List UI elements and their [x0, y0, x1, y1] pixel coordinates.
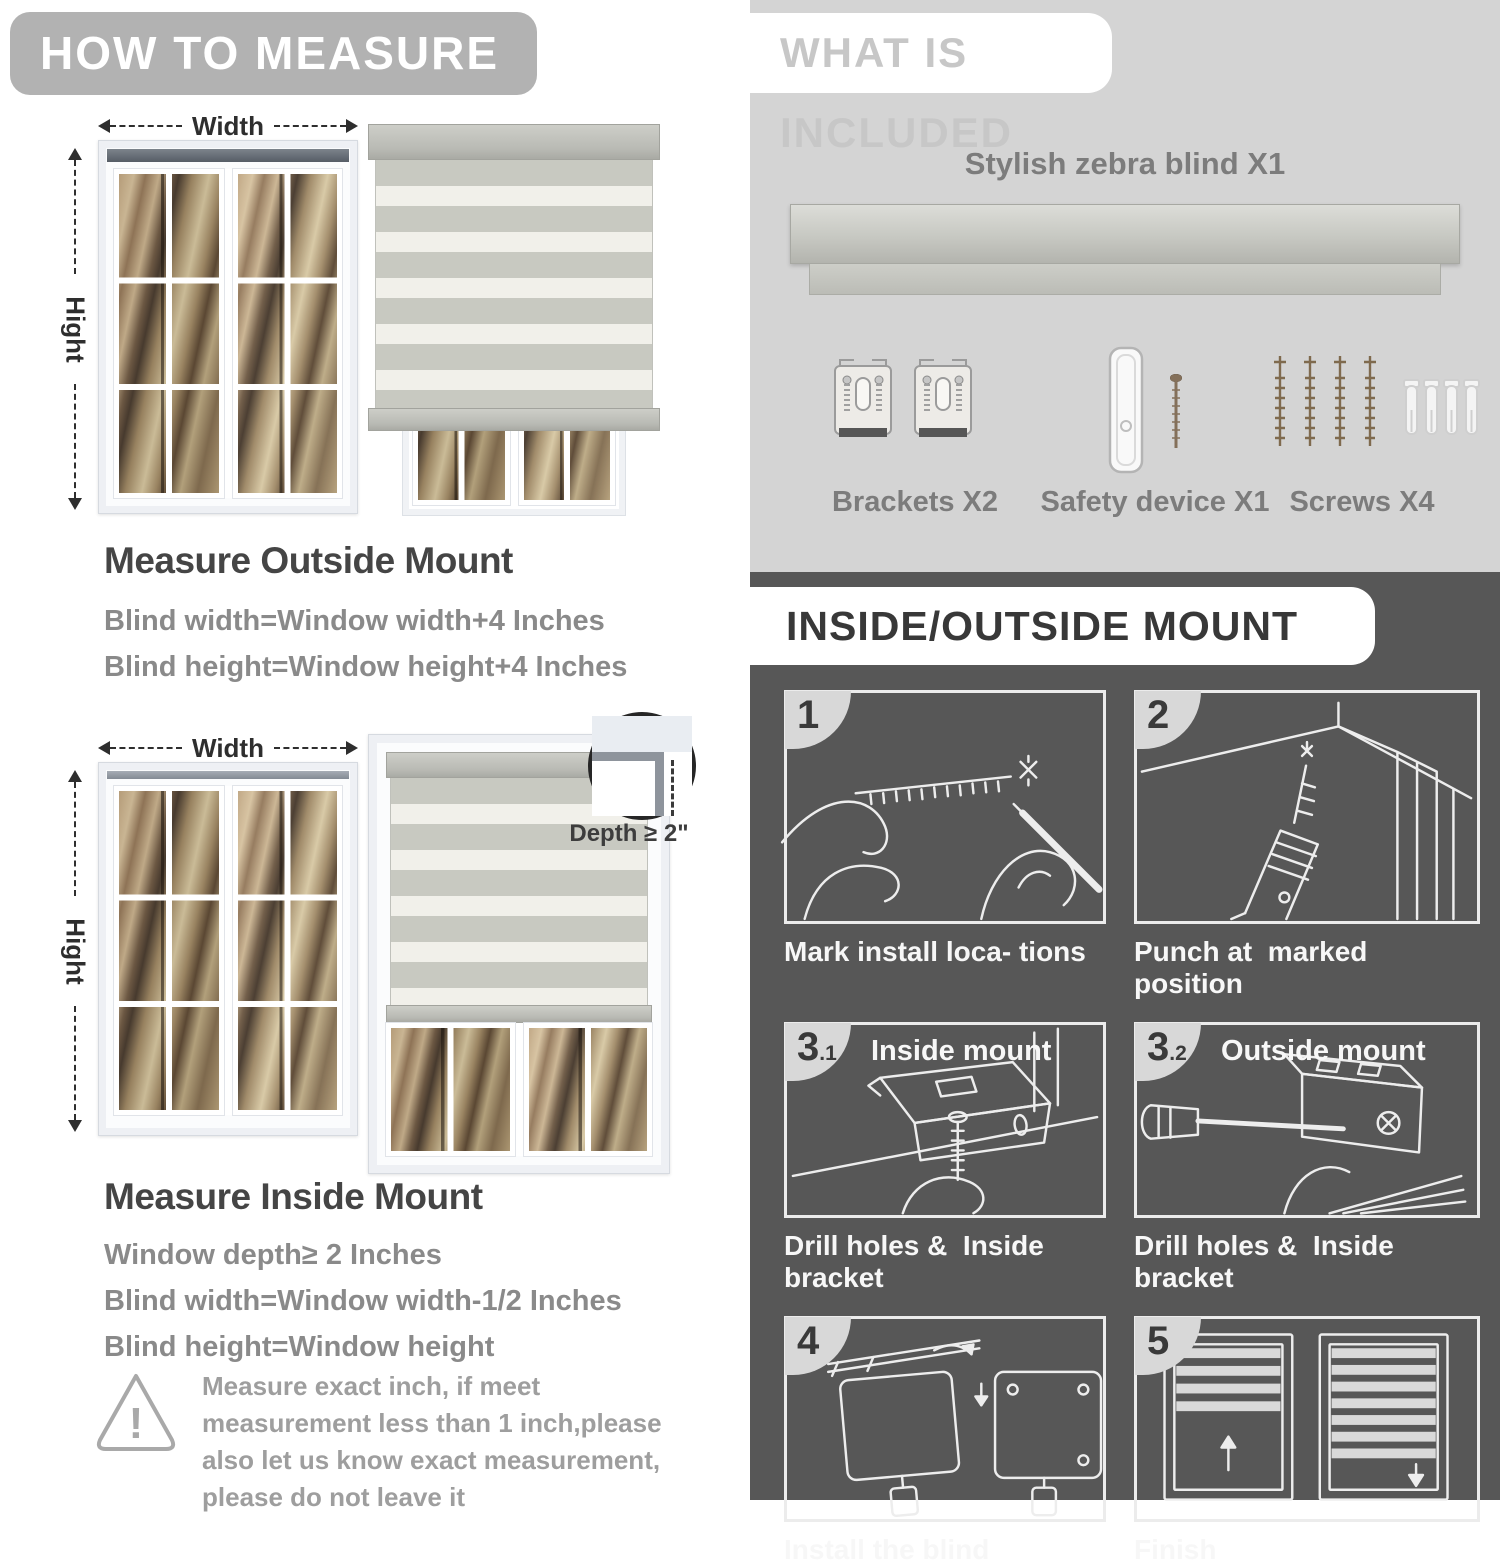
- window-measure-outside: [58, 110, 358, 514]
- warning-text: Measure exact inch, if meet measurement less than 1 inch,please also let us know exact measurement, please do not leave it: [202, 1371, 662, 1512]
- step-panel-1: [784, 690, 1106, 1000]
- depth-label: Depth ≥ 2": [569, 820, 689, 847]
- warning-triangle-icon: [92, 1368, 180, 1458]
- step-number-badge: 3.1: [785, 1023, 851, 1081]
- width-label: Width: [192, 732, 264, 763]
- step-panel-5: [1134, 1316, 1480, 1566]
- step-number-badge: 2: [1135, 691, 1201, 749]
- safety-device-icon: [1102, 344, 1212, 484]
- what-is-included-panel: [750, 0, 1500, 572]
- width-label: Width: [192, 110, 264, 141]
- how-to-measure-panel: [0, 0, 750, 1512]
- window-illustration: [98, 762, 358, 1136]
- depth-magnifier-icon: [588, 712, 696, 820]
- height-arrow: [60, 148, 91, 510]
- outside-mount-title: Measure Outside Mount: [104, 540, 513, 581]
- inside-mount-title: Measure Inside Mount: [104, 1176, 483, 1217]
- arrow-left-icon: [98, 119, 110, 133]
- step-number-badge: 3.2: [1135, 1023, 1201, 1081]
- window-measure-inside: [58, 732, 358, 1136]
- step-number-badge: 4: [785, 1317, 851, 1375]
- step-panel-3-2: 3.2 Outside mount Drill holes & Inside bracket: [1134, 1022, 1480, 1294]
- arrow-left-icon: [98, 741, 110, 755]
- arrow-up-icon: [68, 770, 82, 782]
- height-label: Hight: [60, 295, 91, 363]
- outside-rule-height: Blind height=Window height+4 Inches: [104, 651, 628, 683]
- step-number-badge: 1: [785, 691, 851, 749]
- step-caption: Punch at marked position: [1134, 936, 1376, 999]
- headrail-product-image: [790, 204, 1460, 295]
- step-caption: Mark install loca- tions: [784, 936, 1086, 967]
- height-label: Hight: [60, 917, 91, 985]
- inside-mount-diagrams: [0, 730, 750, 1176]
- measure-warning: [92, 1368, 667, 1516]
- zebra-blind-outside-illustration: [368, 124, 660, 516]
- screws-icon: [1268, 344, 1478, 484]
- arrow-down-icon: [68, 1120, 82, 1132]
- arrow-right-icon: [346, 741, 358, 755]
- inside-rule-depth: Window depth≥ 2 Inches: [104, 1239, 442, 1271]
- screws-label: Screws X4: [1289, 486, 1435, 518]
- svg-text:!: !: [128, 1399, 144, 1448]
- safety-device-label: Safety device X1: [1040, 486, 1270, 518]
- step-caption: Drill holes & Inside bracket: [784, 1230, 1052, 1293]
- zebra-blind-label: Stylish zebra blind X1: [964, 146, 1286, 181]
- mounted-rail: [107, 149, 349, 162]
- mount-steps-grid: [784, 690, 1480, 1566]
- step-number-badge: 5: [1135, 1317, 1201, 1375]
- mount-header: INSIDE/OUTSIDE MOUNT: [750, 587, 1375, 665]
- width-arrow: [98, 110, 358, 141]
- window-top-shadow: [107, 771, 349, 779]
- zebra-blind: [368, 124, 660, 431]
- outside-mount-diagrams: [0, 108, 750, 520]
- brackets-label: Brackets X2: [831, 486, 999, 518]
- arrow-right-icon: [346, 119, 358, 133]
- step-panel-4: [784, 1316, 1106, 1566]
- arrow-up-icon: [68, 148, 82, 160]
- right-panel: [750, 0, 1500, 1565]
- zebra-blind-inside-illustration: [368, 734, 689, 1174]
- window-illustration: [98, 140, 358, 514]
- step-panel-2: [1134, 690, 1480, 1000]
- inside-rule-height: Blind height=Window height: [104, 1331, 495, 1363]
- arrow-down-icon: [68, 498, 82, 510]
- outside-rule-width: Blind width=Window width+4 Inches: [104, 605, 605, 637]
- width-arrow: [98, 732, 358, 763]
- step-caption: Install the blind: [784, 1534, 990, 1565]
- how-to-measure-header: HOW TO MEASURE: [10, 12, 537, 95]
- inside-rule-width: Blind width=Window width-1/2 Inches: [104, 1285, 622, 1317]
- what-is-included-header: WHAT IS INCLUDED: [750, 13, 1112, 93]
- included-items: [750, 344, 1500, 484]
- step-caption: Drill holes & Inside bracket: [1134, 1230, 1402, 1293]
- step-caption: Finish: [1134, 1534, 1217, 1565]
- inside-outside-mount-panel: [750, 572, 1500, 1565]
- step-panel-3-1: 3.1 Inside mount Drill holes & Inside bracket: [784, 1022, 1106, 1294]
- height-arrow: [60, 770, 91, 1132]
- brackets-icon: [828, 344, 978, 484]
